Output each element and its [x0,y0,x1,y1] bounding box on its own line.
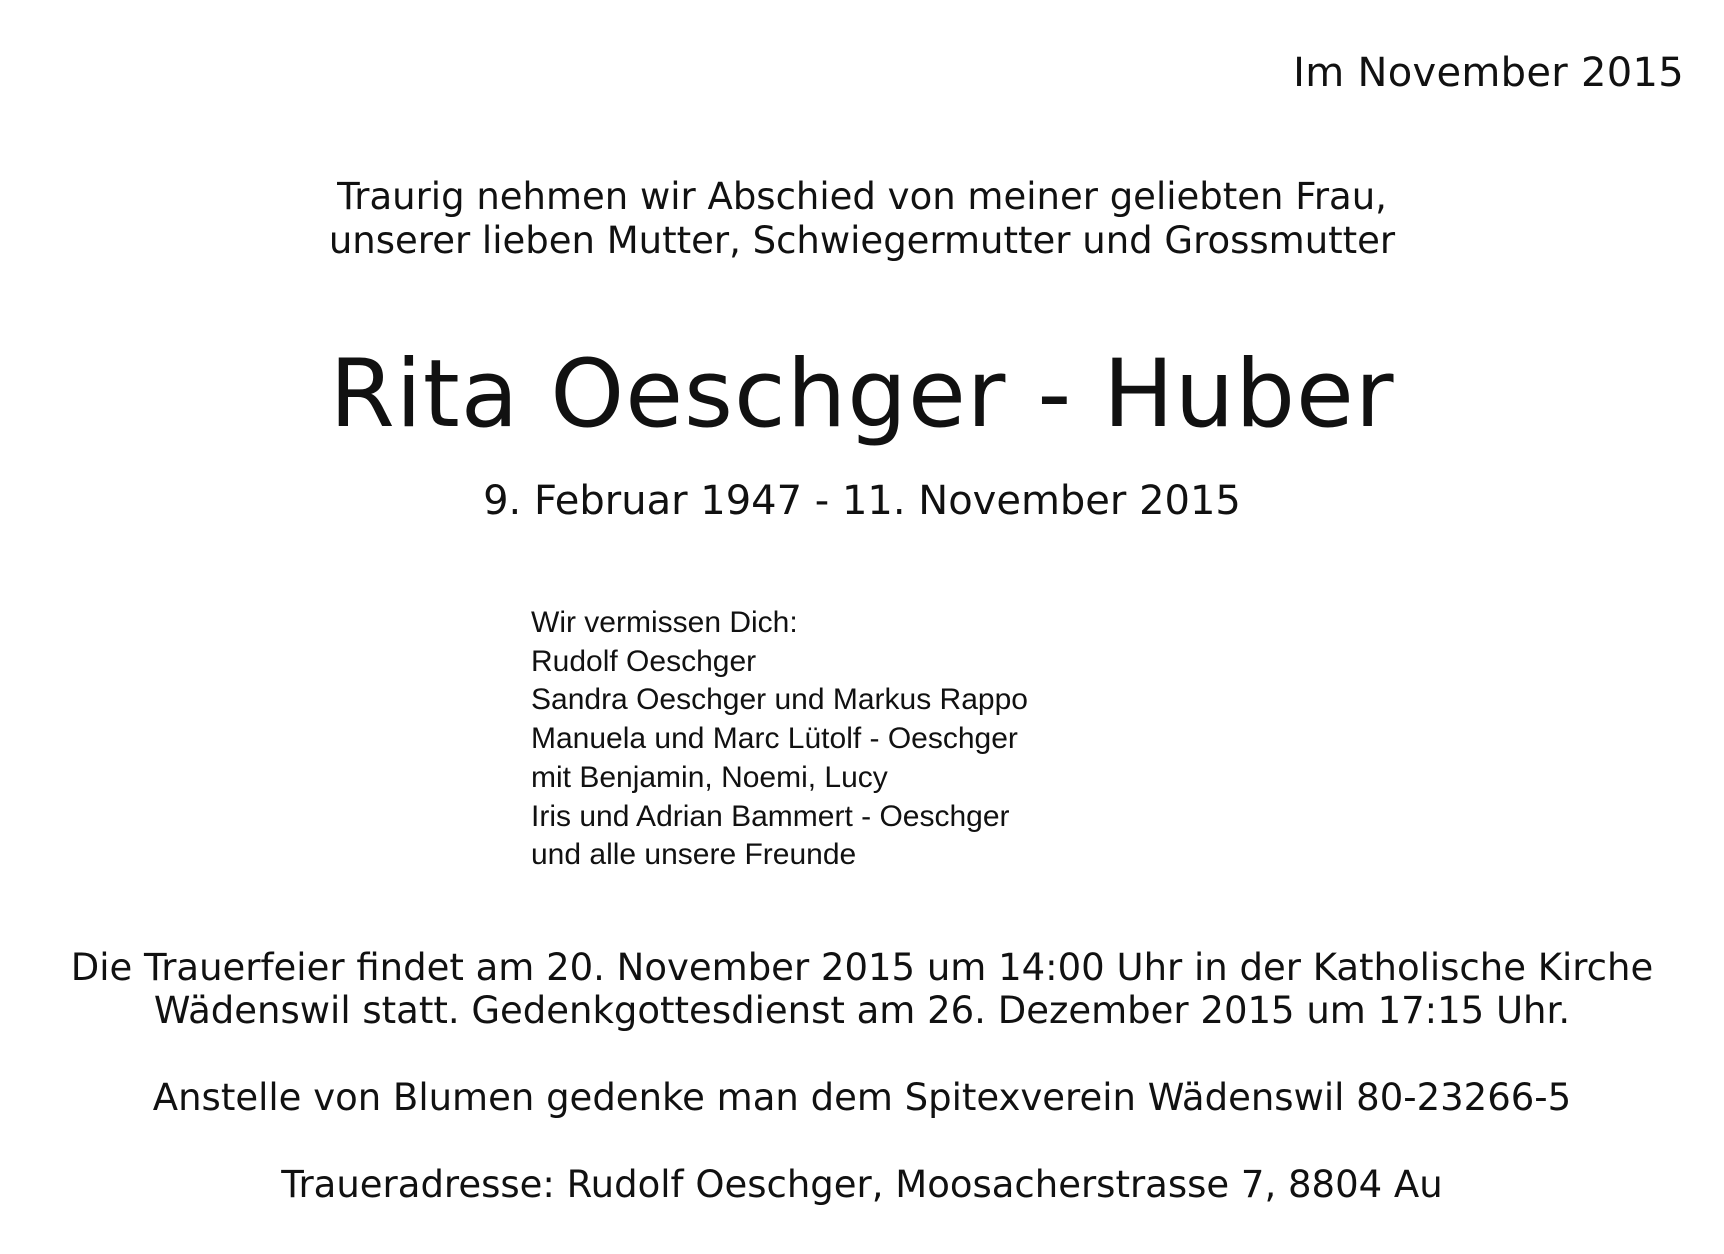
mourners-line: Wir vermissen Dich: [531,606,798,639]
mourners-list [531,604,1028,875]
intro-text [0,175,1724,263]
mourners-line: Sandra Oeschger und Markus Rappo [531,683,1028,717]
intro-line: unserer lieben Mutter, Schwiegermutter und Grossmutter [328,219,1396,262]
mourners-line: mit Benjamin, Noemi, Lucy [531,760,888,794]
mourning-address: Traueradresse: Rudolf Oeschger, Moosacherstrasse 7, 8804 Au [281,1163,1443,1206]
donation-note: Anstelle von Blumen gedenke man dem Spitexverein Wädenswil 80-23266-5 [152,1076,1572,1119]
deceased-lifespan: 9. Februar 1947 - 11. November 2015 [483,478,1241,524]
service-info [0,946,1724,1032]
mourners-line: Iris und Adrian Bammert - Oeschger [531,799,1010,833]
deceased-name: Rita Oeschger - Huber [329,340,1395,449]
mourners-line: Rudolf Oeschger [531,644,757,678]
service-line: Wädenswil statt. Gedenkgottesdienst am 26. Dezember 2015 um 17:15 Uhr. [153,989,1571,1032]
notice-date: Im November 2015 [1293,50,1684,96]
intro-line: Traurig nehmen wir Abschied von meiner geliebten Frau, [337,175,1387,218]
mourners-line: Manuela und Marc Lütolf - Oeschger [531,722,1018,756]
service-line: Die Trauerfeier findet am 20. November 2015 um 14:00 Uhr in der Katholische Kirche [70,946,1654,989]
mourners-line: und alle unsere Freunde [531,838,857,872]
